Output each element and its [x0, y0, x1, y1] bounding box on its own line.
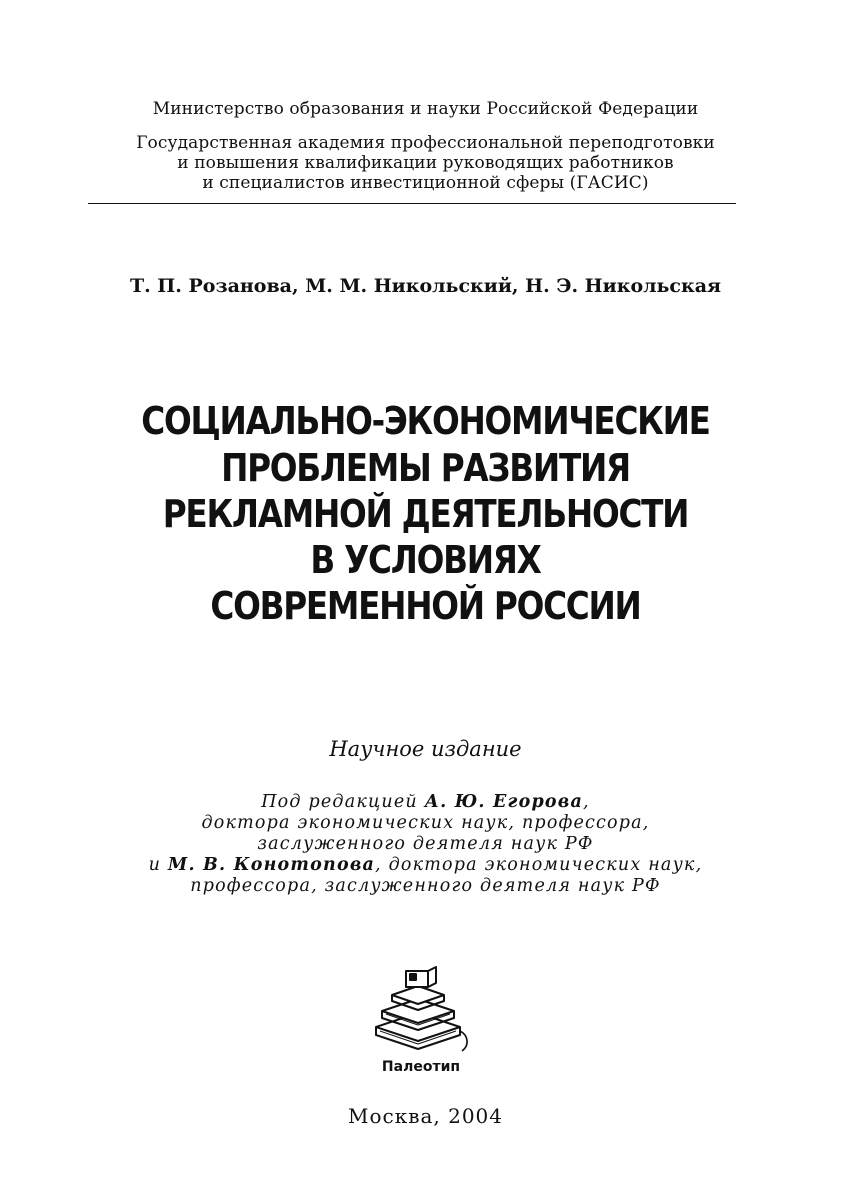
ministry-line: Министерство образования и науки Российской Федерации — [152, 99, 699, 119]
editors-and: и — [148, 855, 168, 875]
edition-type: Научное издание — [329, 737, 522, 761]
academy-line-1: Государственная академия профессиональной переподготовки — [136, 133, 715, 153]
editors-line-5: профессора, заслуженного деятеля наук РФ — [190, 876, 661, 896]
title-line-3: РЕКЛАМНОЙ ДЕЯТЕЛЬНОСТИ — [162, 492, 689, 536]
editors-comma: , — [583, 792, 590, 812]
publisher-logo-text: Палеотип — [381, 1059, 461, 1075]
publisher-logo-icon — [362, 965, 480, 1077]
editors-prefix: Под редакцией — [261, 792, 425, 812]
title-line-4: В УСЛОВИЯХ — [310, 538, 541, 582]
title-line-5: СОВРЕМЕННОЙ РОССИИ — [210, 584, 641, 628]
academy-line-2: и повышения квалификации руководящих работников — [177, 153, 674, 173]
academy-line-3: и специалистов инвестиционной сферы (ГАСИС) — [202, 173, 649, 193]
title-line-1: СОЦИАЛЬНО-ЭКОНОМИЧЕСКИЕ — [141, 399, 710, 443]
editors-line-3: заслуженного деятеля наук РФ — [257, 834, 594, 854]
editors-line-2: доктора экономических наук, профессора, — [201, 813, 650, 833]
editors-line-4 — [0, 855, 851, 875]
editor-2-title: , доктора экономических наук, — [375, 855, 703, 875]
authors: Т. П. Розанова, М. М. Никольский, Н. Э. Никольская — [129, 275, 722, 297]
divider-rule — [88, 203, 736, 204]
editor-2-name: М. В. Конотопова — [167, 855, 376, 875]
title-line-2: ПРОБЛЕМЫ РАЗВИТИЯ — [221, 446, 630, 490]
editors-line-1 — [0, 792, 851, 812]
city-year: Москва, 2004 — [347, 1104, 504, 1128]
editor-1-name: А. Ю. Егорова — [424, 792, 584, 812]
